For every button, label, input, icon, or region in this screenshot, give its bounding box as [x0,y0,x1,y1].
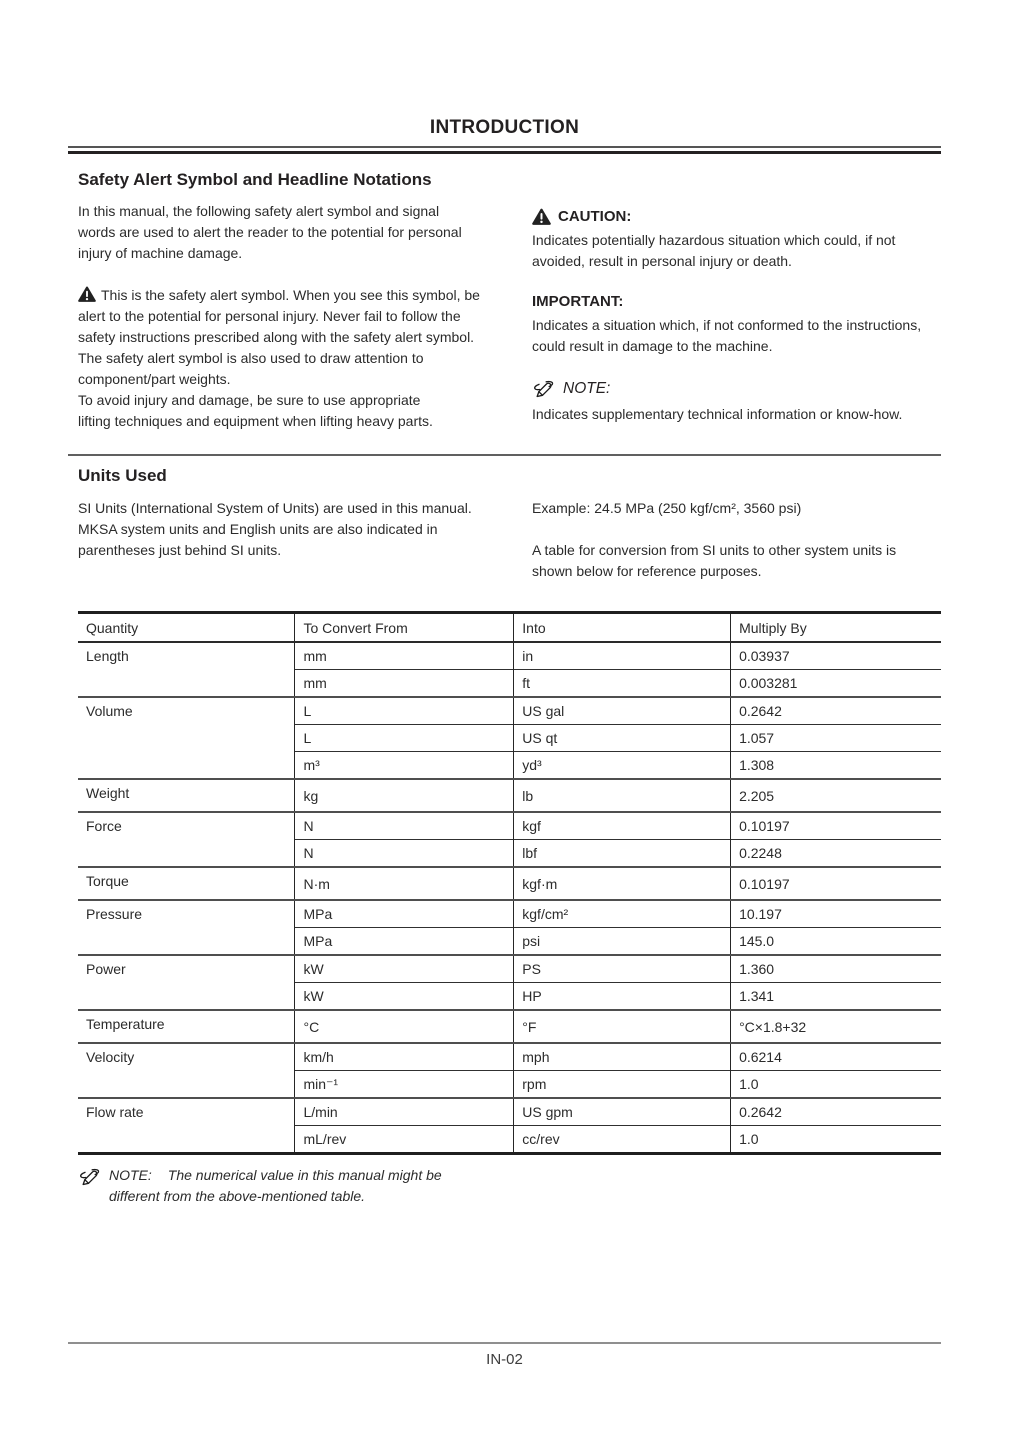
cell-multiply: 0.10197 [731,812,941,840]
table-footnote [78,1165,941,1207]
cell-from: mm [295,642,514,670]
cell-multiply: 0.2642 [731,1098,941,1126]
column-header-into: Into [514,613,731,643]
cell-from: MPa [295,900,514,928]
column-header-convert-from: To Convert From [295,613,514,643]
safety-right-column [532,190,924,432]
important-body: Indicates a situation which, if not conformed to the instructions, could result in damage to the machine. [532,317,922,354]
cell-multiply: 0.2248 [731,840,941,868]
cell-multiply: 0.2642 [731,697,941,725]
cell-multiply: 0.03937 [731,642,941,670]
page-footer [68,1342,941,1369]
cell-into: kgf/cm² [514,900,731,928]
cell-from: N·m [295,867,514,900]
table-row [78,867,941,900]
note-heading [532,379,924,399]
alert-block-3: To avoid injury and damage, be sure to use appropriate lifting techniques and equipment when lifting heavy parts. [78,392,433,429]
cell-into: cc/rev [514,1126,731,1154]
cell-quantity-temperature: Temperature [78,1010,295,1043]
cell-into: lb [514,779,731,812]
units-columns [78,498,941,582]
cell-quantity-force: Force [78,812,295,867]
title-double-rule [68,146,941,154]
cell-multiply: 1.360 [731,955,941,983]
cell-from: mm [295,670,514,698]
cell-into: ft [514,670,731,698]
cell-quantity-power: Power [78,955,295,1010]
caution-heading [532,208,924,225]
safety-intro-paragraph: In this manual, the following safety alert symbol and signal words are used to alert the reader to the potential for personal injury of machine damage. [78,203,462,261]
cell-multiply: 10.197 [731,900,941,928]
cell-multiply: 1.057 [731,725,941,752]
cell-multiply: 0.6214 [731,1043,941,1071]
cell-from: km/h [295,1043,514,1071]
cell-into: lbf [514,840,731,868]
table-footnote-text [109,1165,481,1207]
cell-from: MPa [295,928,514,956]
cell-into: US gpm [514,1098,731,1126]
cell-multiply: 1.308 [731,752,941,780]
alert-symbol-paragraph [78,285,480,432]
cell-multiply: 1.341 [731,983,941,1011]
table-header-row [78,613,941,643]
cell-from: L [295,697,514,725]
cell-from: kW [295,983,514,1011]
note-body: Indicates supplementary technical information or know-how. [532,406,903,422]
table-footnote-body: The numerical value in this manual might be different from the above-mentioned table. [109,1167,442,1204]
pencil-icon [532,379,554,399]
cell-multiply: 0.003281 [731,670,941,698]
cell-from: N [295,840,514,868]
units-right-column [532,498,924,582]
cell-quantity-volume: Volume [78,697,295,779]
cell-from: m³ [295,752,514,780]
units-left-paragraph: SI Units (International System of Units) are used in this manual. MKSA system units and English units are also indicated in parentheses just behind SI units. [78,500,472,558]
column-header-quantity: Quantity [78,613,295,643]
alert-block-2: The safety alert symbol is also used to draw attention to component/part weights. [78,350,424,387]
alert-triangle-icon [532,208,551,225]
units-right-paragraph: A table for conversion from SI units to other system units is shown below for reference purposes. [532,542,897,579]
table-row [78,1098,941,1126]
cell-into: US qt [514,725,731,752]
section-divider [68,454,941,456]
section-heading-safety: Safety Alert Symbol and Headline Notations [78,170,432,189]
cell-quantity-weight: Weight [78,779,295,812]
table-row [78,955,941,983]
caution-body: Indicates potentially hazardous situation which could, if not avoided, result in personal injury or death. [532,232,896,269]
cell-from: N [295,812,514,840]
table-row [78,642,941,670]
table-row [78,697,941,725]
important-label: IMPORTANT: [532,293,624,310]
cell-into: mph [514,1043,731,1071]
caution-label: CAUTION: [558,208,632,225]
cell-into: kgf·m [514,867,731,900]
alert-triangle-icon [78,286,96,302]
cell-quantity-velocity: Velocity [78,1043,295,1098]
page-title: INTRODUCTION [429,117,580,138]
cell-multiply: 1.0 [731,1071,941,1099]
cell-multiply: 2.205 [731,779,941,812]
cell-into: US gal [514,697,731,725]
cell-from: min⁻¹ [295,1071,514,1099]
cell-into: kgf [514,812,731,840]
note-label: NOTE: [563,380,611,397]
unit-conversion-table [78,611,941,1155]
cell-multiply: °C×1.8+32 [731,1010,941,1043]
cell-into: HP [514,983,731,1011]
cell-from: kW [295,955,514,983]
units-left-column [78,498,480,582]
cell-from: kg [295,779,514,812]
safety-columns [78,190,941,432]
units-example: Example: 24.5 MPa (250 kgf/cm², 3560 psi) [532,500,802,516]
cell-from: L [295,725,514,752]
alert-block-1: This is the safety alert symbol. When you see this symbol, be alert to the potential for personal injury. Never fail to follow the safety instructions prescribed along with the safety alert symbol. [78,287,480,345]
table-row [78,812,941,840]
cell-from: °C [295,1010,514,1043]
cell-into: °F [514,1010,731,1043]
cell-multiply: 1.0 [731,1126,941,1154]
column-header-multiply-by: Multiply By [731,613,941,643]
page-number: IN-02 [486,1351,523,1368]
cell-into: PS [514,955,731,983]
table-row [78,1043,941,1071]
important-heading [532,293,924,310]
cell-from: L/min [295,1098,514,1126]
cell-into: in [514,642,731,670]
table-row [78,779,941,812]
cell-quantity-torque: Torque [78,867,295,900]
table-row [78,900,941,928]
cell-into: psi [514,928,731,956]
cell-quantity-flow-rate: Flow rate [78,1098,295,1154]
table-row [78,1010,941,1043]
safety-left-column [78,190,480,432]
section-heading-units: Units Used [78,466,167,485]
cell-quantity-length: Length [86,648,129,664]
cell-from: mL/rev [295,1126,514,1154]
cell-quantity-pressure: Pressure [78,900,295,955]
cell-multiply: 145.0 [731,928,941,956]
pencil-icon [78,1167,100,1187]
table-footnote-label: NOTE: [109,1167,152,1183]
cell-into: rpm [514,1071,731,1099]
cell-multiply: 0.10197 [731,867,941,900]
cell-into: yd³ [514,752,731,780]
